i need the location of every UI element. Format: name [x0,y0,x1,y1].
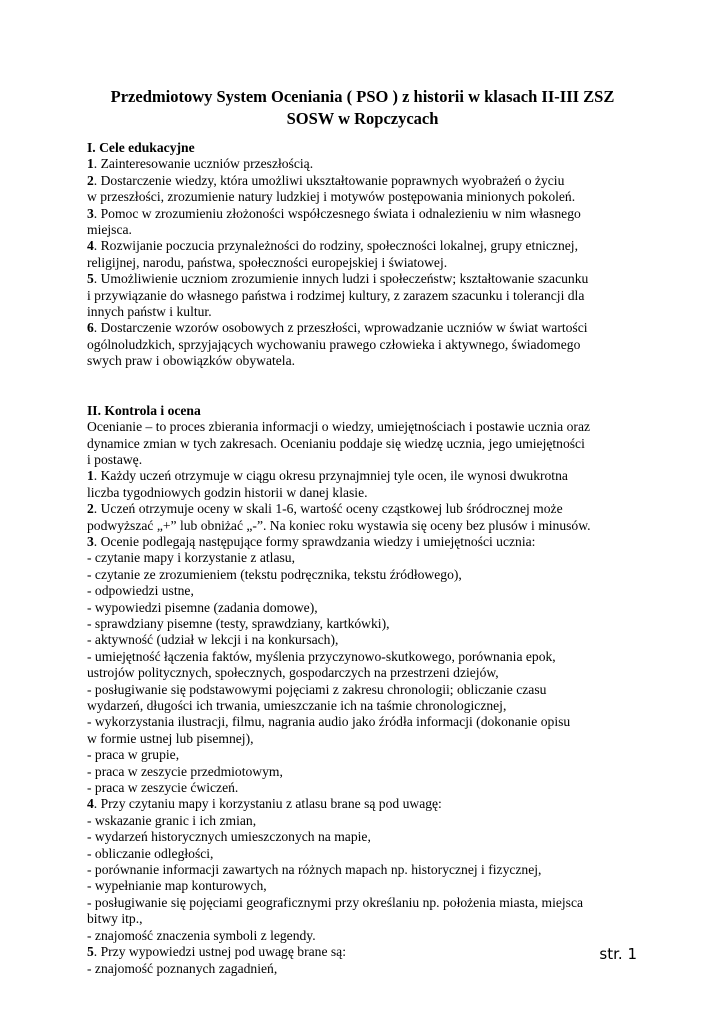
goal-item-line: ogólnoludzkich, sprzyjających wychowaniu prawego człowieka i aktywnego, świadomego [87,336,581,352]
list-item: - wskazanie granic i ich zmian, [87,812,257,828]
goal-item-text: . Dostarczenie wzorów osobowych z przeszłości, wprowadzanie uczniów w świat wartości [93,320,588,336]
goal-item-text: . Rozwijanie poczucia przynależności do rodziny, społeczności lokalnej, grupy etnicznej, [93,238,578,254]
list-item: - aktywność (udział w lekcji i na konkursach), [87,632,339,648]
goal-item-line: swych praw i obowiązków obywatela. [87,353,296,369]
list-item: - znajomość poznanych zagadnień, [87,960,278,976]
assessment-point-3 [87,534,667,550]
section-heading-assessment: II. Kontrola i ocena [87,402,201,418]
goal-item [87,320,667,369]
list-item: ustrojów politycznych, społecznych, gospodarczych na przestrzeni dziejów, [87,665,499,681]
intro-line: dynamice zmian w tych zakresach. Ocenianiu poddaje się wiedzę ucznia, jego umiejętności [87,435,585,451]
assessment-point-text: . Uczeń otrzymuje oceny w skali 1-6, wartość oceny cząstkowej lub śródrocznej może [93,501,563,517]
list-item: - porównanie informacji zawartych na różnych mapach np. historycznej i fizycznej, [87,862,542,878]
assessment-point-line [87,944,667,960]
list-item: - czytanie mapy i korzystanie z atlasu, [87,550,295,566]
document-title [60,86,665,130]
assessment-point-text: . Każdy uczeń otrzymuje w ciągu okresu przynajmniej tyle ocen, ile wynosi dwukrotna [93,468,568,484]
goal-item-text: . Umożliwienie uczniom zrozumienie innych ludzi i społeczeństw; kształtowanie szacunku [93,271,589,287]
title-line-1: Przedmiotowy System Oceniania ( PSO ) z historii w klasach II-III ZSZ [110,87,615,106]
list-item: - posługiwanie się podstawowymi pojęciami z zakresu chronologii; obliczanie czasu [87,681,547,697]
list-item: - praca w zeszycie przedmiotowym, [87,763,283,779]
list-item: wydarzeń, długości ich trwania, umieszczanie ich na taśmie chronologicznej, [87,698,507,713]
list-item: - umiejętność łączenia faktów, myślenia przyczynowo-skutkowego, porównania epok, [87,648,556,664]
assessment-forms-list [87,550,667,796]
goal-item-text: . Dostarczenie wiedzy, która umożliwi ukształtowanie poprawnych wyobrażeń o życiu [93,172,565,188]
assessment-point-line [87,468,667,484]
goal-item [87,156,667,172]
assessment-intro [87,419,667,468]
goal-item-line: miejsca. [87,222,132,238]
goal-item-line [87,271,667,287]
goal-item-text: . Pomoc w zrozumieniu złożoności współczesnego świata i odnalezieniu w nim własnego [93,205,581,221]
goal-item-line [87,206,667,222]
document-body [87,140,667,977]
list-item: - praca w grupie, [87,747,180,763]
list-item: - obliczanie odległości, [87,845,214,861]
list-item: - wydarzeń historycznych umieszczonych na mapie, [87,829,371,845]
goal-item-number: 5 [87,271,94,287]
list-item: - znajomość znaczenia symboli z legendy. [87,927,316,943]
goal-item [87,271,667,320]
goal-item-line [87,173,667,189]
goal-item [87,206,667,239]
goal-item-line [87,320,667,336]
goal-item [87,238,667,271]
assessment-point-2 [87,501,667,534]
list-item: - odpowiedzi ustne, [87,583,194,599]
list-item: - praca w zeszycie ćwiczeń. [87,780,239,796]
goal-item-line: religijnej, narodu, państwa, społeczności europejskiej i światowej. [87,254,448,270]
intro-line: i postawę. [87,451,143,467]
goal-item-number: 4 [87,238,94,254]
assessment-point-number: 3 [87,533,94,549]
assessment-point-line [87,796,667,812]
assessment-point-number: 2 [87,501,94,517]
assessment-point-text: . Przy wypowiedzi ustnej pod uwagę brane są: [93,944,346,960]
goal-item-number: 2 [87,172,94,188]
goal-item-line [87,156,667,172]
goal-item-line: innych państw i kultur. [87,304,212,320]
list-item: - wykorzystania ilustracji, filmu, nagrania audio jako źródła informacji (dokonanie opisu [87,714,571,730]
assessment-point-text: . Ocenie podlegają następujące formy sprawdzania wiedzy i umiejętności ucznia: [93,533,536,549]
map-criteria-list [87,813,667,944]
assessment-point-line: podwyższać „+” lub obniżać „-”. Na koniec roku wystawia się oceny bez plusów i minusów. [87,517,591,533]
section-heading-goals: I. Cele edukacyjne [87,140,195,155]
assessment-point-number: 1 [87,468,94,484]
list-item: - sprawdziany pisemne (testy, sprawdziany, kartkówki), [87,615,390,631]
list-item: - posługiwanie się pojęciami geograficznymi przy określaniu np. położenia miasta, miejsca [87,894,584,910]
assessment-point-text: . Przy czytaniu mapy i korzystaniu z atlasu brane są pod uwagę: [93,796,442,812]
section-spacer [87,370,667,403]
intro-line: Ocenianie – to proces zbierania informacji o wiedzy, umiejętnościach i postawie ucznia oraz [87,419,591,435]
assessment-point-5 [87,944,667,960]
goal-item-line: i przywiązanie do własnego państwa i rodzimej kultury, z zarazem szacunku i tolerancji dla [87,287,585,303]
list-item: w formie ustnej lub pisemnej), [87,730,254,746]
assessment-point-1 [87,468,667,501]
goal-item-number: 1 [87,156,94,172]
oral-criteria-list [87,961,667,977]
list-item: - wypełnianie map konturowych, [87,878,267,894]
assessment-point-line [87,534,667,550]
assessment-point-line: liczba tygodniowych godzin historii w danej klasie. [87,484,368,500]
goal-item-text: . Zainteresowanie uczniów przeszłością. [93,156,314,172]
page-number: str. 1 [599,945,637,963]
assessment-point-line [87,501,667,517]
list-item: - czytanie ze zrozumieniem (tekstu podręcznika, tekstu źródłowego), [87,566,462,582]
goal-item-line: w przeszłości, zrozumienie natury ludzkiej i motywów postępowania minionych pokoleń. [87,189,576,205]
goal-item-number: 6 [87,320,94,336]
goal-item-line [87,238,667,254]
assessment-point-number: 4 [87,796,94,812]
goals-list [87,156,667,369]
list-item: - wypowiedzi pisemne (zadania domowe), [87,599,318,615]
assessment-point-4 [87,796,667,812]
title-line-2: SOSW w Ropczycach [286,109,439,128]
goal-item-number: 3 [87,205,94,221]
goal-item [87,173,667,206]
assessment-point-number: 5 [87,944,94,960]
list-item: bitwy itp., [87,911,143,927]
